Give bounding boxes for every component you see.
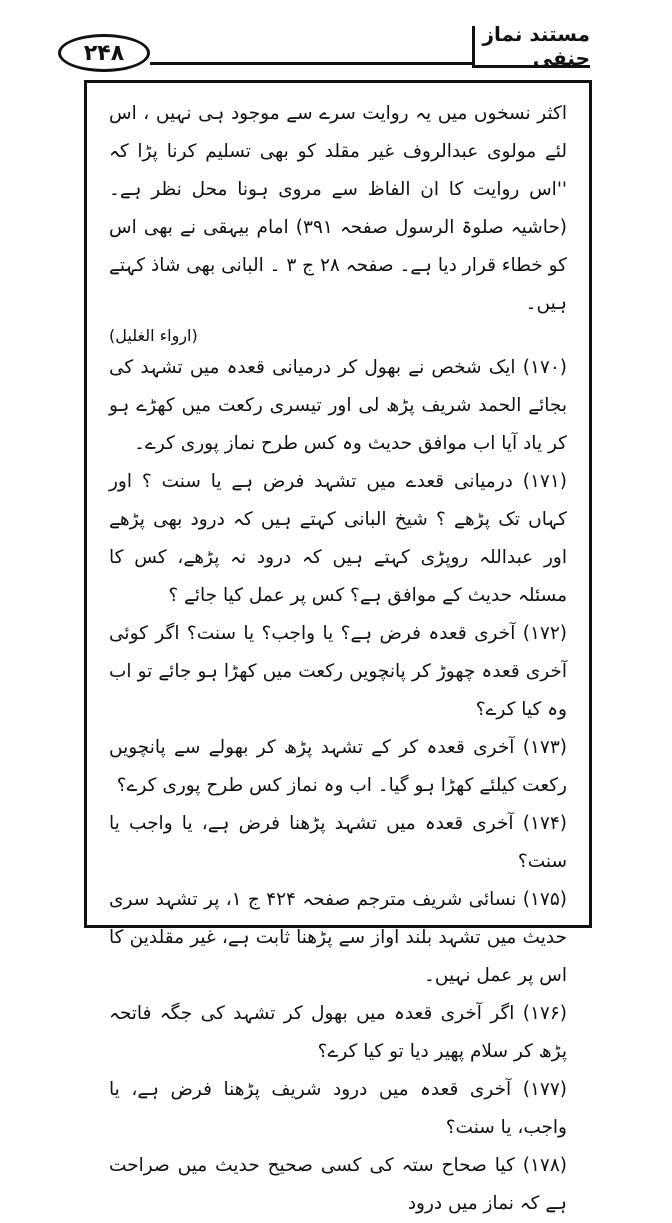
source-citation [109, 323, 567, 349]
source-citation-text: (ارواء الغلیل) [109, 326, 198, 345]
question-177: (۱۷۷) آخری قعدہ میں درود شریف پڑھنا فرض ہے، یا واجب، یا سنت؟ [109, 1079, 567, 1138]
question-171: (۱۷۱) درمیانی قعدے میں تشہد فرض ہے یا سنت ؟ اور کہاں تک پڑھے ؟ شیخ البانی کہتے ہیں کہ درود بھی پڑھے اور عبداللہ روپڑی کہتے ہیں کہ درود نہ پڑھے، کس کا مسئلہ حدیث کے موافق ہے؟ کس پر عمل کیا جائے ؟ [109, 471, 567, 606]
header-rule [150, 62, 472, 65]
question-170: (۱۷۰) ایک شخص نے بھول کر درمیانی قعدہ میں تشہد کی بجائے الحمد شریف پڑھ لی اور تیسری رکعت میں کھڑے ہو کر یاد آیا اب موافق حدیث وہ کس طرح نماز پوری کرے۔ [109, 357, 567, 454]
question-174: (۱۷۴) آخری قعدہ میں تشہد پڑھنا فرض ہے، یا واجب یا سنت؟ [109, 813, 567, 872]
intro-paragraph: اکثر نسخوں میں یہ روایت سرے سے موجود ہی نہیں ، اس لئے مولوی عبدالروف غیر مقلد کو بھی تسلیم کرنا پڑا کہ ''اس روایت کا ان الفاظ سے مروی ہونا محل نظر ہے۔ (حاشیہ صلوۃ الرسول صفحہ ۳۹۱) امام بیہقی نے بھی اس کو خطاء قرار دیا ہے۔ صفحہ ۲۸ ج ۳ ۔ البانی بھی شاذ کہتے ہیں۔ [109, 103, 567, 314]
question-178: (۱۷۸) کیا صحاح ستہ کی کسی صحیح حدیث میں صراحت ہے کہ نماز میں درود [109, 1155, 567, 1214]
question-175: (۱۷۵) نسائی شریف مترجم صفحہ ۴۲۴ ج ۱، پر تشہد سری حدیث میں تشہد بلند آواز سے پڑھنا ثابت ہے، غیر مقلدین کا اس پر عمل نہیں۔ [109, 889, 567, 986]
page-number: ۲۴۸ [58, 34, 150, 72]
question-172: (۱۷۲) آخری قعدہ فرض ہے؟ یا واجب؟ یا سنت؟ اگر کوئی آخری قعدہ چھوڑ کر پانچویں رکعت میں کھڑا ہو جائے تو اب وہ کیا کرے؟ [109, 623, 567, 720]
running-title: مستند نماز حنفی [472, 26, 590, 68]
question-176: (۱۷۶) اگر آخری قعدہ میں بھول کر تشہد کی جگہ فاتحہ پڑھ کر سلام پھیر دیا تو کیا کرے؟ [109, 1003, 567, 1062]
text-frame [84, 80, 592, 1214]
question-173: (۱۷۳) آخری قعدہ کر کے تشہد پڑھ کر بھولے سے پانچویں رکعت کیلئے کھڑا ہو گیا۔ اب وہ نماز کس طرح پوری کرے؟ [109, 737, 567, 796]
